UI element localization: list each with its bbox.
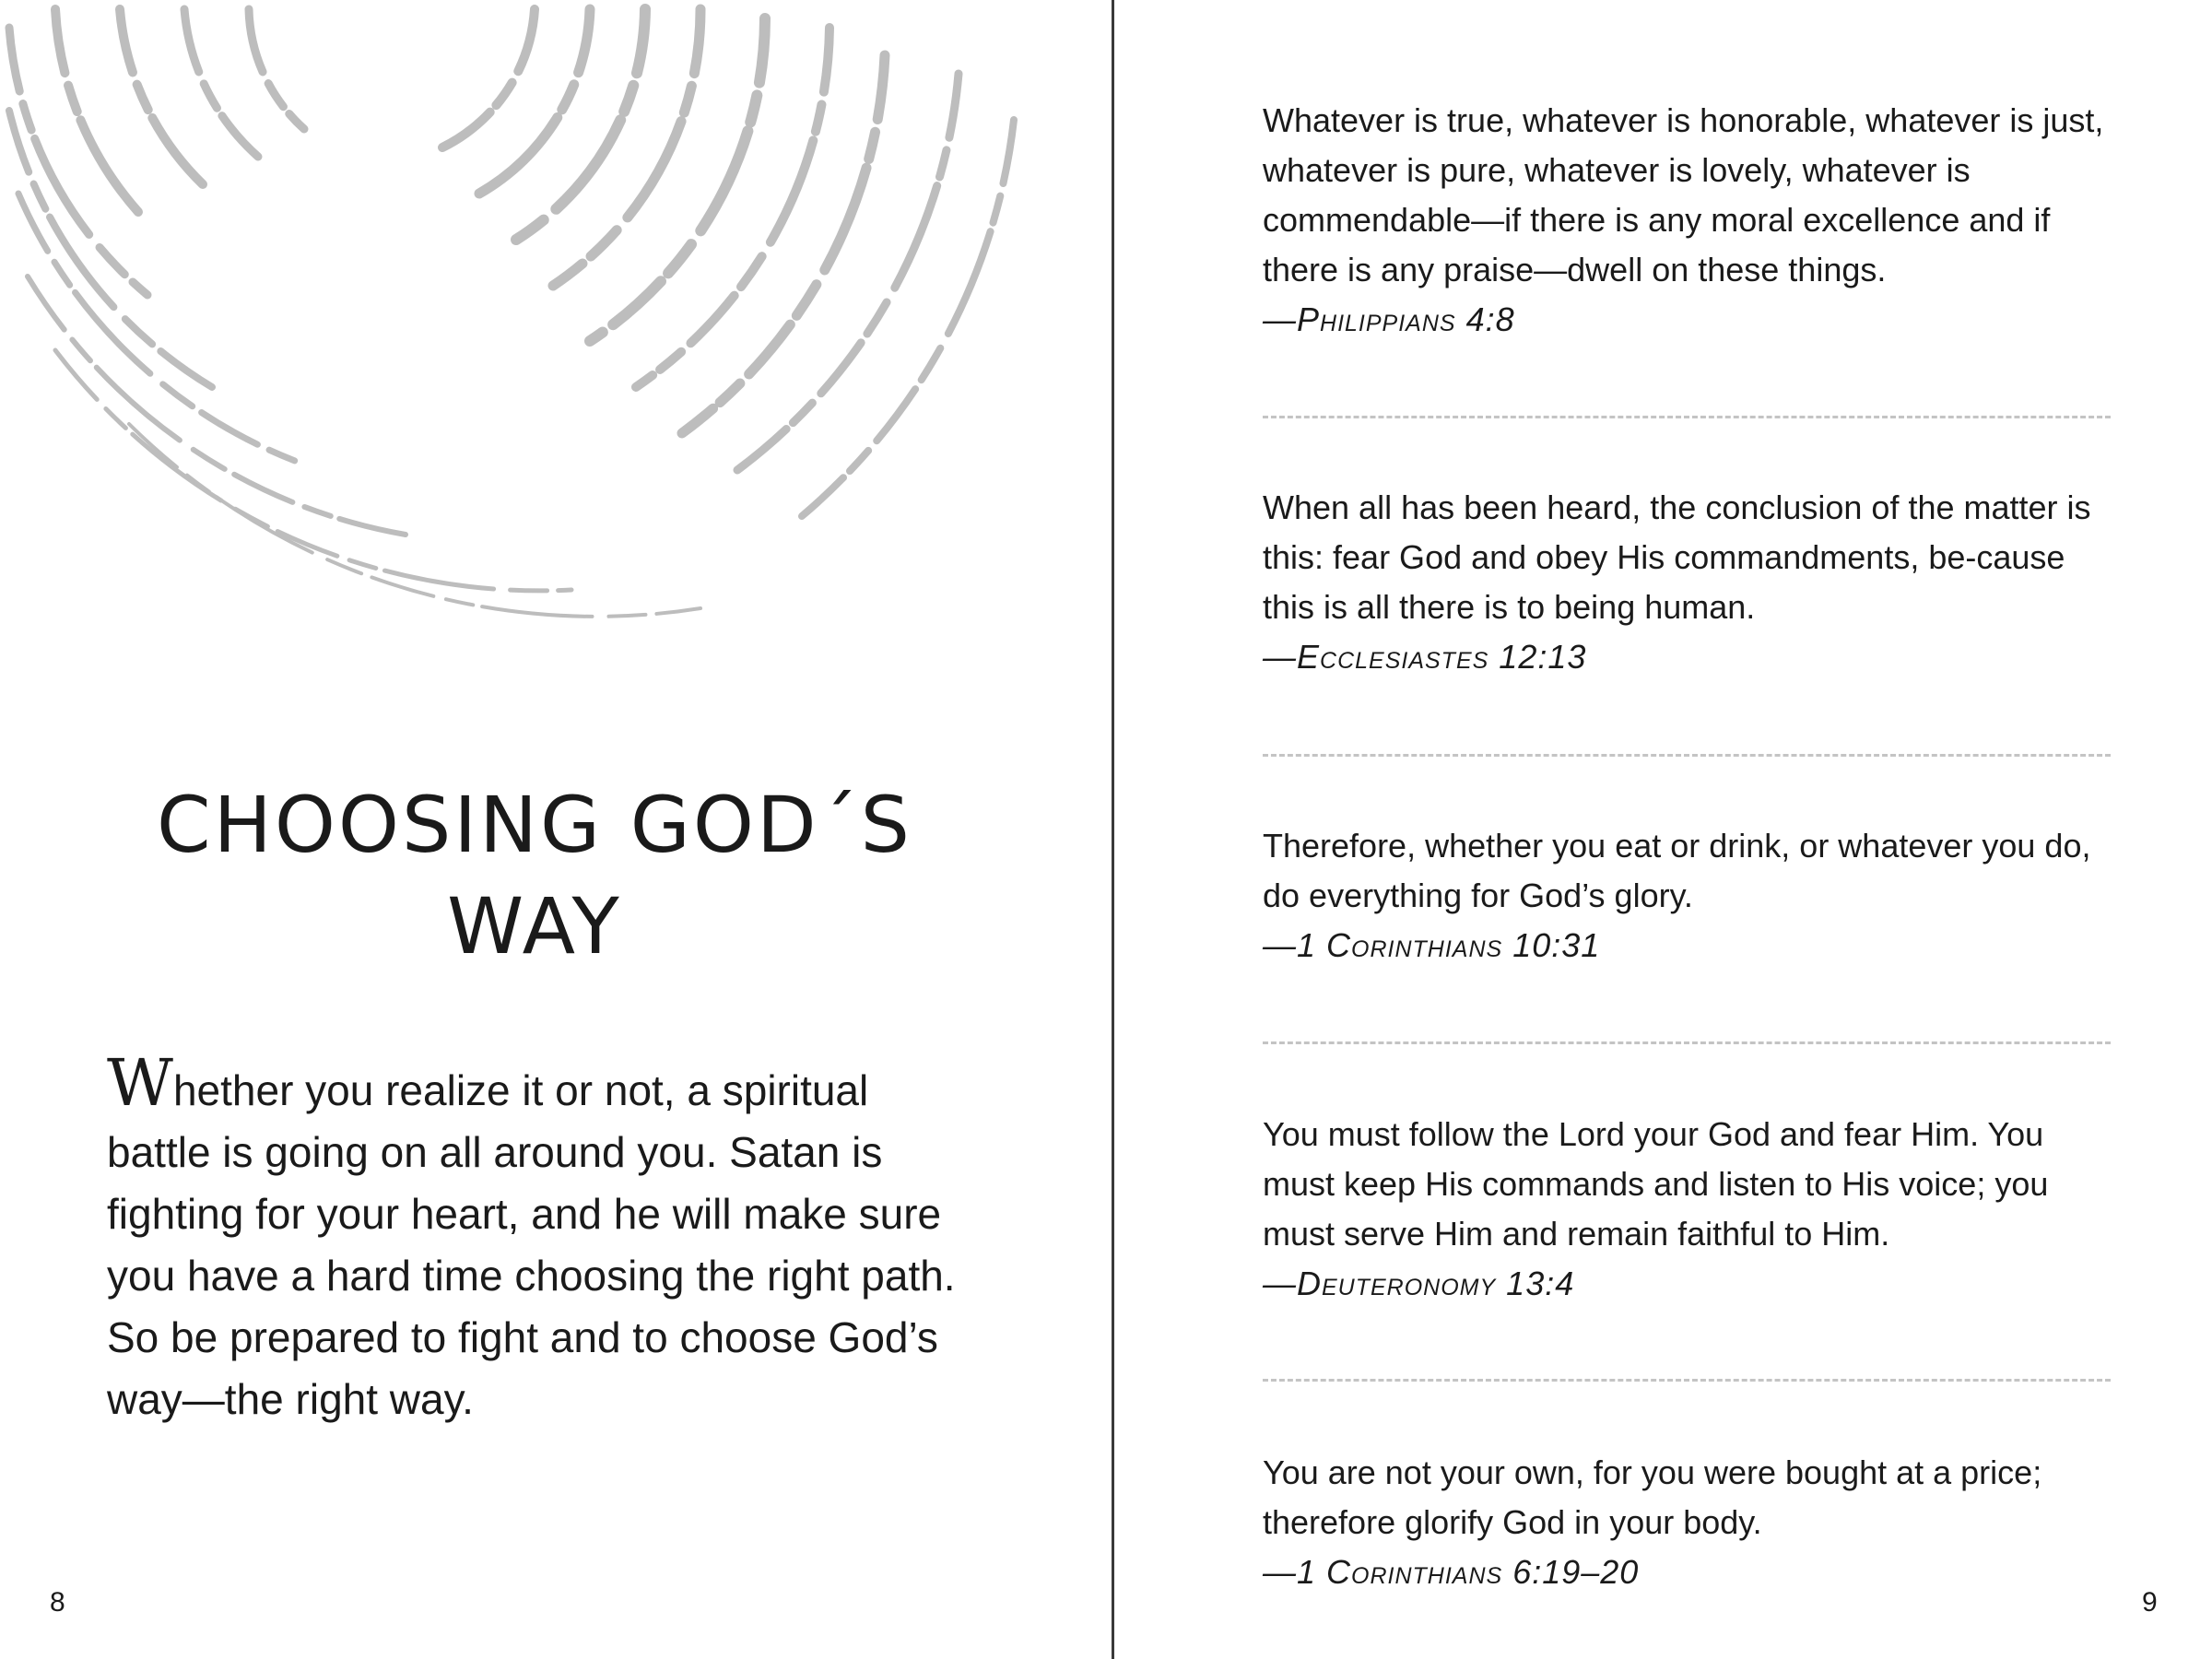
verse-block: [1263, 821, 2111, 971]
page-number-right: 9: [2142, 1587, 2158, 1618]
swirl-decoration: [0, 0, 1112, 664]
intro-text: hether you realize it or not, a spiritual battle is going on all around you. Satan is fighting for your heart, and he will make sure you have a hard time choosing the right path. So be prepared to fight and to choose God’s way—the right way.: [107, 1066, 956, 1423]
verse-block: [1263, 1448, 2111, 1597]
chapter-title-line-2: WAY: [447, 881, 622, 971]
verse-text: When all has been heard, the conclusion of the matter is this: fear God and obey His commandments, be-cause this is all there is to being human.: [1263, 488, 2091, 626]
verse-divider: [1263, 1379, 2111, 1382]
intro-paragraph: [107, 1045, 973, 1430]
verse-text: Whatever is true, whatever is honorable, whatever is just, whatever is pure, whatever is lovely, whatever is commendable—if there is any moral excellence and if there is any praise—dwell on these things.: [1263, 101, 2104, 288]
chapter-title: [74, 774, 995, 977]
verse-text: Therefore, whether you eat or drink, or whatever you do, do everything for God’s glory.: [1263, 827, 2091, 914]
drop-cap: W: [107, 1045, 173, 1121]
page-number-left: 8: [50, 1587, 65, 1618]
verse-text: You are not your own, for you were bought at a price; therefore glorify God in your body.: [1263, 1453, 2042, 1541]
verse-text: You must follow the Lord your God and fear Him. You must keep His commands and listen to His voice; you must serve Him and remain faithful to Him.: [1263, 1115, 2049, 1253]
verse-block: [1263, 483, 2111, 682]
verse-reference: —Philippians 4:8: [1263, 300, 1515, 338]
verse-reference: —1 Corinthians 6:19–20: [1263, 1553, 1640, 1591]
verse-reference: —Ecclesiastes 12:13: [1263, 638, 1587, 676]
chapter-title-line-1: CHOOSING GOD´S: [157, 780, 912, 870]
verse-block: [1263, 1110, 2111, 1309]
verse-divider: [1263, 416, 2111, 418]
verse-reference: —Deuteronomy 13:4: [1263, 1265, 1575, 1302]
verse-divider: [1263, 754, 2111, 757]
verse-divider: [1263, 1041, 2111, 1044]
book-gutter: [1112, 0, 1114, 1659]
verse-block: [1263, 96, 2111, 345]
verse-reference: —1 Corinthians 10:31: [1263, 926, 1601, 964]
